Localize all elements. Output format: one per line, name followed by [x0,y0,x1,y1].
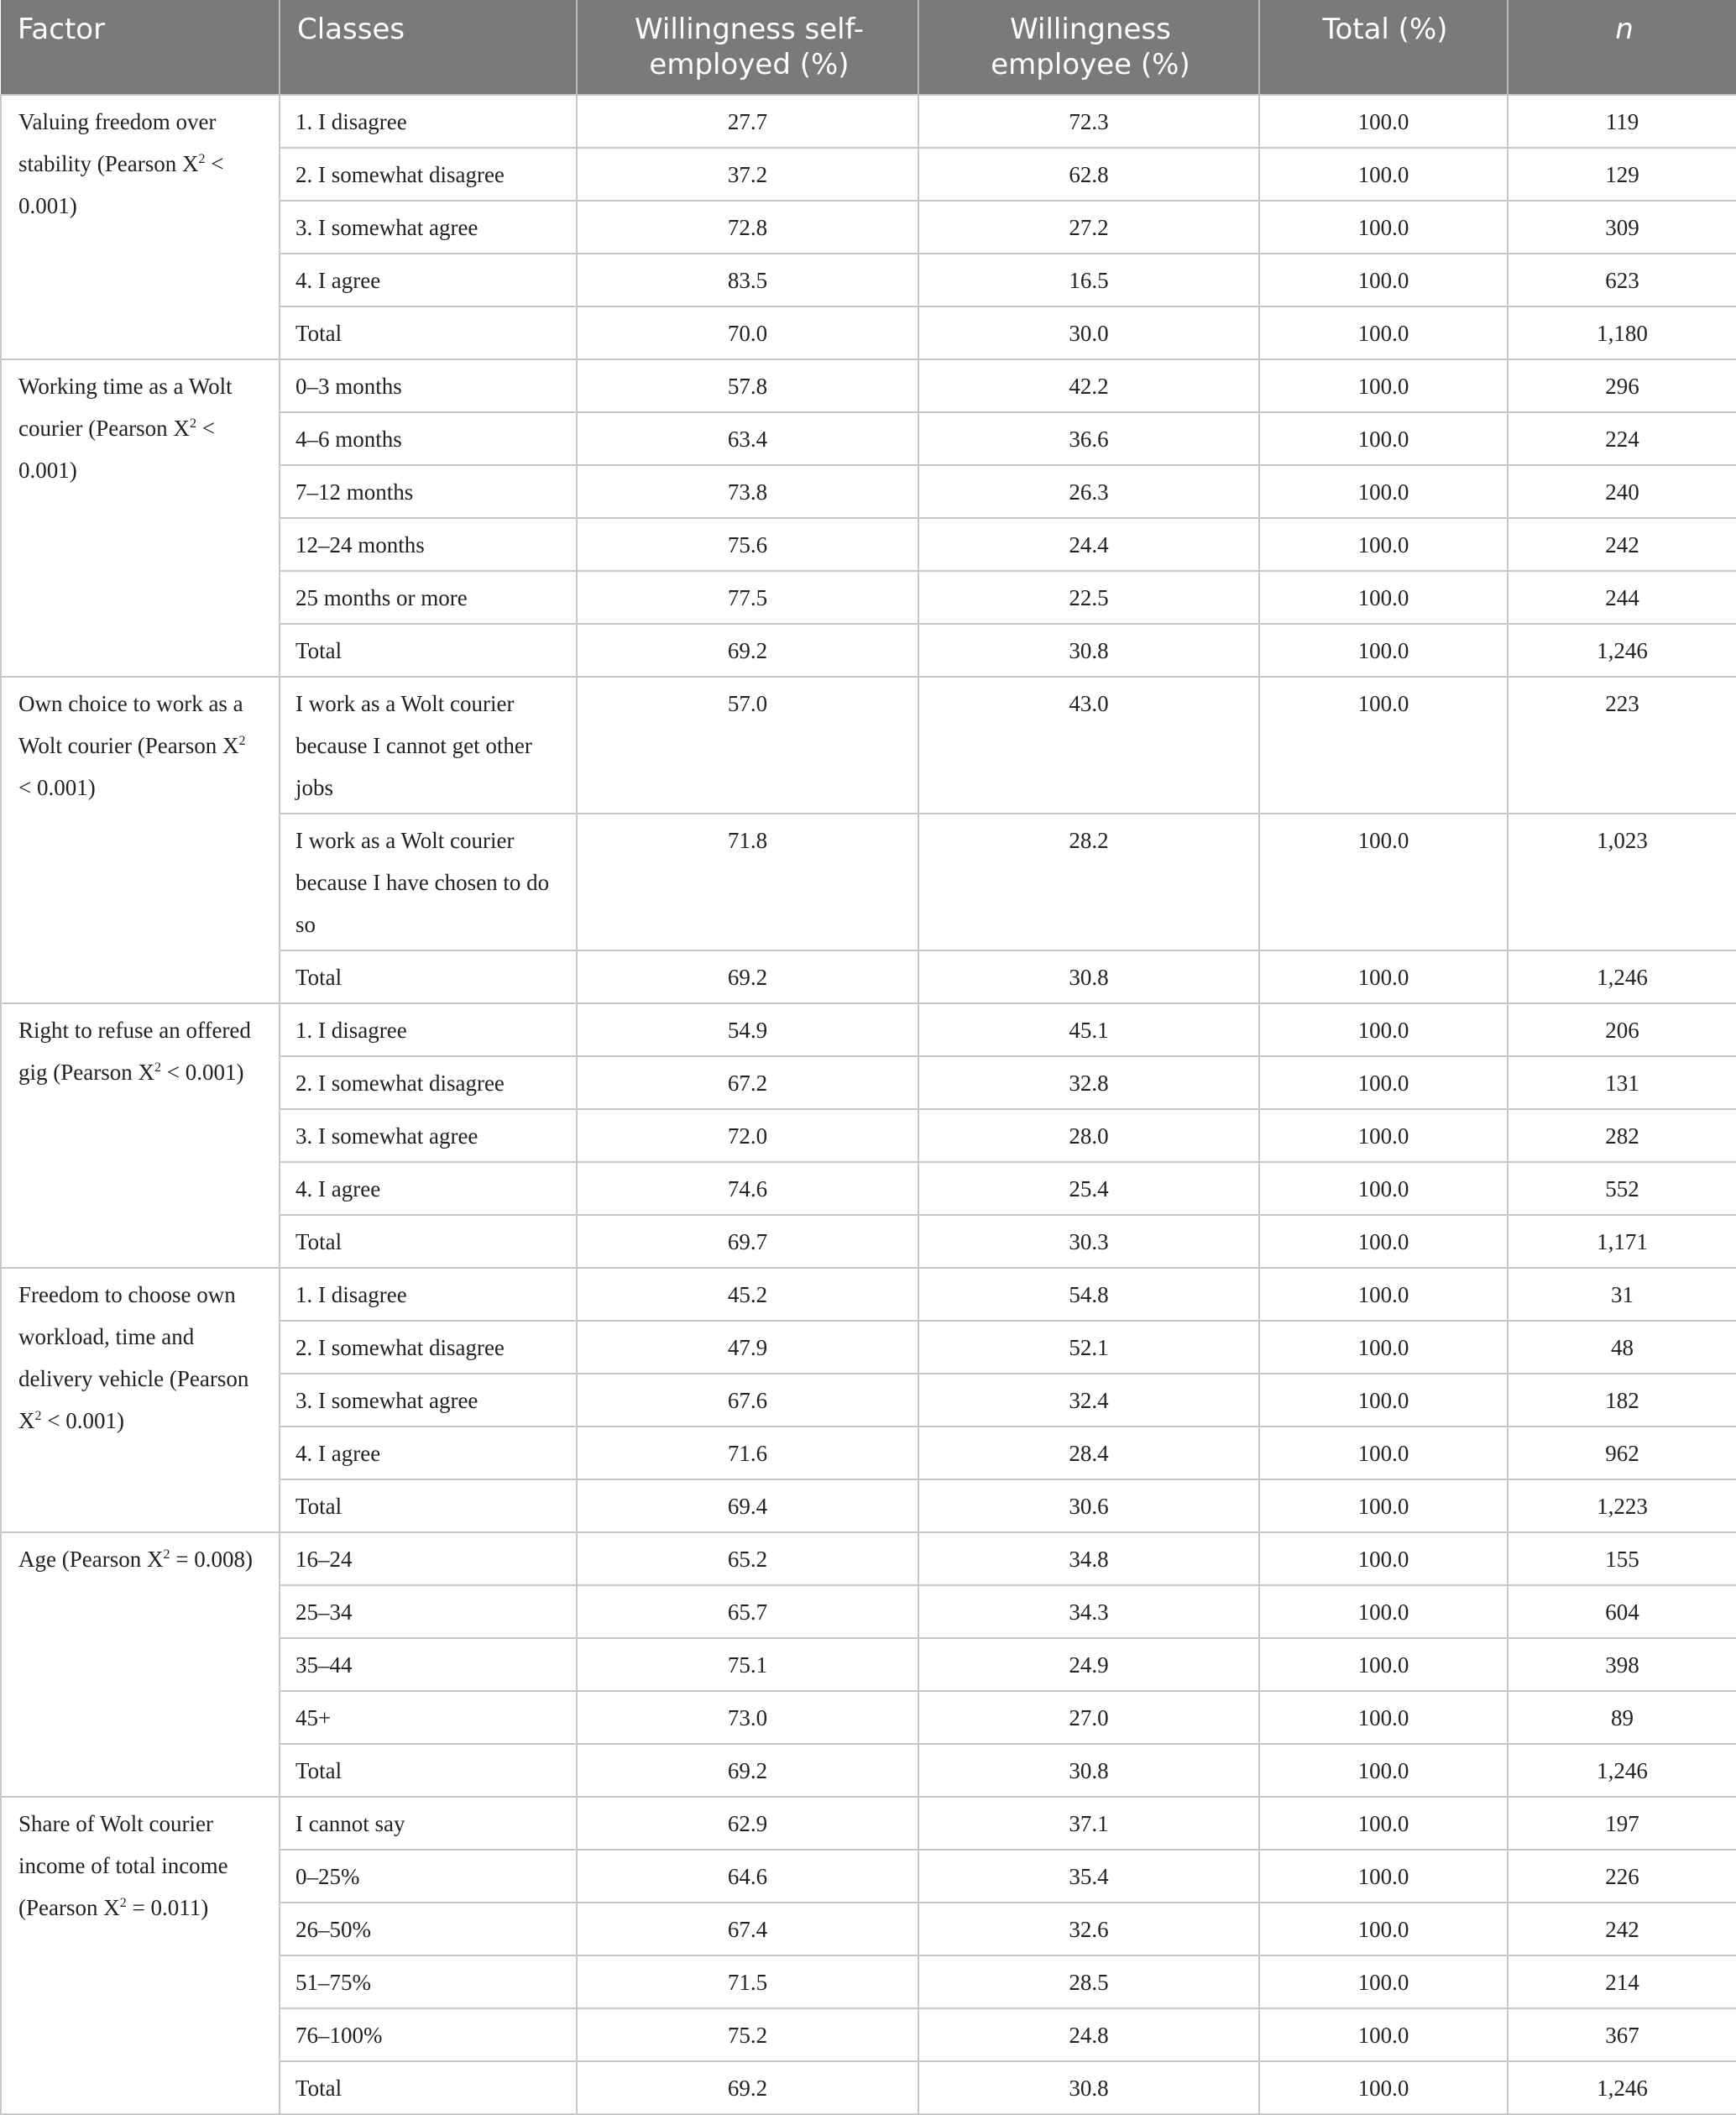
total-cell: 100.0 [1259,1215,1508,1268]
employee-cell: 32.6 [918,1903,1259,1955]
class-cell: 26–50% [280,1903,577,1955]
factor-cell [1,1797,280,2114]
self-employed-cell: 74.6 [577,1162,918,1215]
class-cell: 4. I agree [280,1427,577,1479]
employee-cell: 28.2 [918,814,1259,950]
factor-statistic: < 0.001) [160,1060,244,1085]
employee-cell: 34.3 [918,1585,1259,1638]
factor-cell [1,359,280,677]
class-cell: 45+ [280,1691,577,1744]
class-cell: 1. I disagree [280,1268,577,1321]
total-cell: 100.0 [1259,950,1508,1003]
self-employed-cell: 57.0 [577,677,918,814]
self-employed-cell: 65.2 [577,1532,918,1585]
n-cell: 552 [1508,1162,1736,1215]
class-cell: Total [280,1215,577,1268]
header-self-employed: Willingness self-employed (%) [577,0,918,95]
class-cell: 25–34 [280,1585,577,1638]
factor-cell [1,677,280,1003]
self-employed-cell: 69.2 [577,950,918,1003]
total-cell: 100.0 [1259,1585,1508,1638]
n-cell: 1,246 [1508,2061,1736,2114]
class-cell: 4–6 months [280,412,577,465]
header-factor: Factor [1,0,280,95]
employee-cell: 30.0 [918,306,1259,359]
n-cell: 242 [1508,1903,1736,1955]
class-cell: 0–25% [280,1850,577,1903]
n-cell: 1,180 [1508,306,1736,359]
factor-label: Working time as a Wolt courier (Pearson X [18,374,233,441]
factor-superscript: 2 [34,1409,42,1423]
n-cell: 240 [1508,465,1736,518]
self-employed-cell: 45.2 [577,1268,918,1321]
employee-cell: 36.6 [918,412,1259,465]
n-cell: 206 [1508,1003,1736,1056]
self-employed-cell: 71.6 [577,1427,918,1479]
self-employed-cell: 73.0 [577,1691,918,1744]
employee-cell: 24.9 [918,1638,1259,1691]
total-cell: 100.0 [1259,1162,1508,1215]
class-cell: Total [280,1479,577,1532]
employee-cell: 37.1 [918,1797,1259,1850]
table-row [1,677,1736,814]
total-cell: 100.0 [1259,1955,1508,2008]
employee-cell: 30.8 [918,624,1259,677]
total-cell: 100.0 [1259,412,1508,465]
employee-cell: 43.0 [918,677,1259,814]
class-cell: 2. I somewhat disagree [280,148,577,201]
class-cell: 2. I somewhat disagree [280,1321,577,1374]
total-cell: 100.0 [1259,95,1508,148]
table-row [1,95,1736,148]
class-cell: 25 months or more [280,571,577,624]
factor-superscript: 2 [119,1896,127,1910]
total-cell: 100.0 [1259,1850,1508,1903]
employee-cell: 42.2 [918,359,1259,412]
class-cell: I cannot say [280,1797,577,1850]
n-cell: 119 [1508,95,1736,148]
employee-cell: 27.0 [918,1691,1259,1744]
n-cell: 129 [1508,148,1736,201]
total-cell: 100.0 [1259,1003,1508,1056]
total-cell: 100.0 [1259,1479,1508,1532]
self-employed-cell: 67.2 [577,1056,918,1109]
self-employed-cell: 75.6 [577,518,918,571]
factor-statistic: < 0.001) [18,416,215,483]
header-classes: Classes [280,0,577,95]
n-cell: 223 [1508,677,1736,814]
class-cell: 4. I agree [280,254,577,306]
class-cell: 3. I somewhat agree [280,201,577,254]
factor-statistic: < 0.001) [18,775,96,800]
employee-cell: 52.1 [918,1321,1259,1374]
employee-cell: 30.3 [918,1215,1259,1268]
n-cell: 131 [1508,1056,1736,1109]
n-cell: 155 [1508,1532,1736,1585]
self-employed-cell: 67.6 [577,1374,918,1427]
self-employed-cell: 71.8 [577,814,918,950]
total-cell: 100.0 [1259,2061,1508,2114]
factor-cell [1,1003,280,1268]
header-employee: Willingness employee (%) [918,0,1259,95]
n-cell: 1,246 [1508,950,1736,1003]
factor-label: Own choice to work as a Wolt courier (Pearson X [18,691,243,758]
self-employed-cell: 69.2 [577,1744,918,1797]
factor-label: Freedom to choose own workload, time and delivery vehicle (Pearson X [18,1282,249,1433]
total-cell: 100.0 [1259,465,1508,518]
class-cell: 1. I disagree [280,95,577,148]
factor-statistic: = 0.008) [170,1547,253,1572]
n-cell: 367 [1508,2008,1736,2061]
n-cell: 244 [1508,571,1736,624]
class-cell: I work as a Wolt courier because I cannot get other jobs [280,677,577,814]
class-cell: 76–100% [280,2008,577,2061]
factor-statistic: < 0.001) [18,151,224,218]
factor-statistic: < 0.001) [41,1408,124,1433]
n-cell: 398 [1508,1638,1736,1691]
factor-label: Valuing freedom over stability (Pearson X [18,109,217,176]
n-cell: 623 [1508,254,1736,306]
self-employed-cell: 75.1 [577,1638,918,1691]
class-cell: Total [280,1744,577,1797]
n-cell: 226 [1508,1850,1736,1903]
self-employed-cell: 73.8 [577,465,918,518]
total-cell: 100.0 [1259,677,1508,814]
factor-superscript: 2 [238,734,246,748]
employee-cell: 30.8 [918,1744,1259,1797]
class-cell: 35–44 [280,1638,577,1691]
total-cell: 100.0 [1259,306,1508,359]
self-employed-cell: 54.9 [577,1003,918,1056]
factor-cell [1,1532,280,1797]
self-employed-cell: 75.2 [577,2008,918,2061]
total-cell: 100.0 [1259,1427,1508,1479]
self-employed-cell: 71.5 [577,1955,918,2008]
total-cell: 100.0 [1259,359,1508,412]
class-cell: 51–75% [280,1955,577,2008]
self-employed-cell: 37.2 [577,148,918,201]
n-cell: 214 [1508,1955,1736,2008]
employee-cell: 28.0 [918,1109,1259,1162]
header-total: Total (%) [1259,0,1508,95]
class-cell: Total [280,2061,577,2114]
n-cell: 1,023 [1508,814,1736,950]
n-cell: 182 [1508,1374,1736,1427]
table-header [1,0,1736,95]
factor-label: Right to refuse an offered gig (Pearson X [18,1018,251,1085]
n-cell: 309 [1508,201,1736,254]
employee-cell: 30.6 [918,1479,1259,1532]
employee-cell: 27.2 [918,201,1259,254]
factor-superscript: 2 [189,416,196,431]
total-cell: 100.0 [1259,1374,1508,1427]
class-cell: 2. I somewhat disagree [280,1056,577,1109]
factor-superscript: 2 [163,1547,170,1562]
self-employed-cell: 47.9 [577,1321,918,1374]
self-employed-cell: 83.5 [577,254,918,306]
employee-cell: 26.3 [918,465,1259,518]
n-cell: 1,246 [1508,624,1736,677]
n-cell: 604 [1508,1585,1736,1638]
employee-cell: 62.8 [918,148,1259,201]
total-cell: 100.0 [1259,624,1508,677]
employee-cell: 30.8 [918,950,1259,1003]
employee-cell: 54.8 [918,1268,1259,1321]
total-cell: 100.0 [1259,2008,1508,2061]
class-cell: 12–24 months [280,518,577,571]
n-cell: 282 [1508,1109,1736,1162]
factor-cell [1,95,280,359]
total-cell: 100.0 [1259,1109,1508,1162]
employee-cell: 35.4 [918,1850,1259,1903]
total-cell: 100.0 [1259,1638,1508,1691]
employee-cell: 25.4 [918,1162,1259,1215]
self-employed-cell: 65.7 [577,1585,918,1638]
self-employed-cell: 77.5 [577,571,918,624]
self-employed-cell: 69.2 [577,2061,918,2114]
self-employed-cell: 64.6 [577,1850,918,1903]
self-employed-cell: 62.9 [577,1797,918,1850]
total-cell: 100.0 [1259,1268,1508,1321]
total-cell: 100.0 [1259,1691,1508,1744]
n-cell: 224 [1508,412,1736,465]
header-row [1,0,1736,95]
total-cell: 100.0 [1259,1797,1508,1850]
factor-superscript: 2 [198,152,206,166]
employee-cell: 34.8 [918,1532,1259,1585]
class-cell: 4. I agree [280,1162,577,1215]
total-cell: 100.0 [1259,1903,1508,1955]
employee-cell: 28.5 [918,1955,1259,2008]
n-cell: 197 [1508,1797,1736,1850]
n-cell: 31 [1508,1268,1736,1321]
self-employed-cell: 69.2 [577,624,918,677]
employee-cell: 45.1 [918,1003,1259,1056]
employee-cell: 72.3 [918,95,1259,148]
employee-cell: 28.4 [918,1427,1259,1479]
self-employed-cell: 27.7 [577,95,918,148]
employee-cell: 24.8 [918,2008,1259,2061]
employee-cell: 16.5 [918,254,1259,306]
n-cell: 242 [1508,518,1736,571]
table-row [1,1003,1736,1056]
table-row [1,1797,1736,1850]
class-cell: 16–24 [280,1532,577,1585]
class-cell: 7–12 months [280,465,577,518]
total-cell: 100.0 [1259,1532,1508,1585]
n-cell: 1,223 [1508,1479,1736,1532]
total-cell: 100.0 [1259,518,1508,571]
n-cell: 962 [1508,1427,1736,1479]
self-employed-cell: 67.4 [577,1903,918,1955]
employee-cell: 32.8 [918,1056,1259,1109]
self-employed-cell: 69.7 [577,1215,918,1268]
table-body [1,95,1736,2114]
employee-cell: 32.4 [918,1374,1259,1427]
table-row [1,1268,1736,1321]
self-employed-cell: 69.4 [577,1479,918,1532]
class-cell: Total [280,624,577,677]
class-cell: 3. I somewhat agree [280,1109,577,1162]
employee-cell: 30.8 [918,2061,1259,2114]
header-n: n [1508,0,1736,95]
class-cell: Total [280,306,577,359]
factor-cell [1,1268,280,1532]
total-cell: 100.0 [1259,148,1508,201]
class-cell: 1. I disagree [280,1003,577,1056]
class-cell: 3. I somewhat agree [280,1374,577,1427]
n-cell: 89 [1508,1691,1736,1744]
factor-label: Age (Pearson X [18,1547,164,1572]
total-cell: 100.0 [1259,1056,1508,1109]
class-cell: I work as a Wolt courier because I have chosen to do so [280,814,577,950]
employee-cell: 24.4 [918,518,1259,571]
employee-cell: 22.5 [918,571,1259,624]
self-employed-cell: 72.8 [577,201,918,254]
n-cell: 296 [1508,359,1736,412]
self-employed-cell: 57.8 [577,359,918,412]
total-cell: 100.0 [1259,814,1508,950]
n-cell: 1,246 [1508,1744,1736,1797]
self-employed-cell: 70.0 [577,306,918,359]
self-employed-cell: 72.0 [577,1109,918,1162]
class-cell: 0–3 months [280,359,577,412]
table-row [1,359,1736,412]
n-cell: 1,171 [1508,1215,1736,1268]
total-cell: 100.0 [1259,1321,1508,1374]
n-cell: 48 [1508,1321,1736,1374]
self-employed-cell: 63.4 [577,412,918,465]
total-cell: 100.0 [1259,254,1508,306]
factor-label: Share of Wolt courier income of total income (Pearson X [18,1811,228,1920]
table-row [1,1532,1736,1585]
total-cell: 100.0 [1259,201,1508,254]
factor-statistic: = 0.011) [126,1895,209,1920]
total-cell: 100.0 [1259,571,1508,624]
factor-superscript: 2 [154,1060,161,1075]
total-cell: 100.0 [1259,1744,1508,1797]
class-cell: Total [280,950,577,1003]
